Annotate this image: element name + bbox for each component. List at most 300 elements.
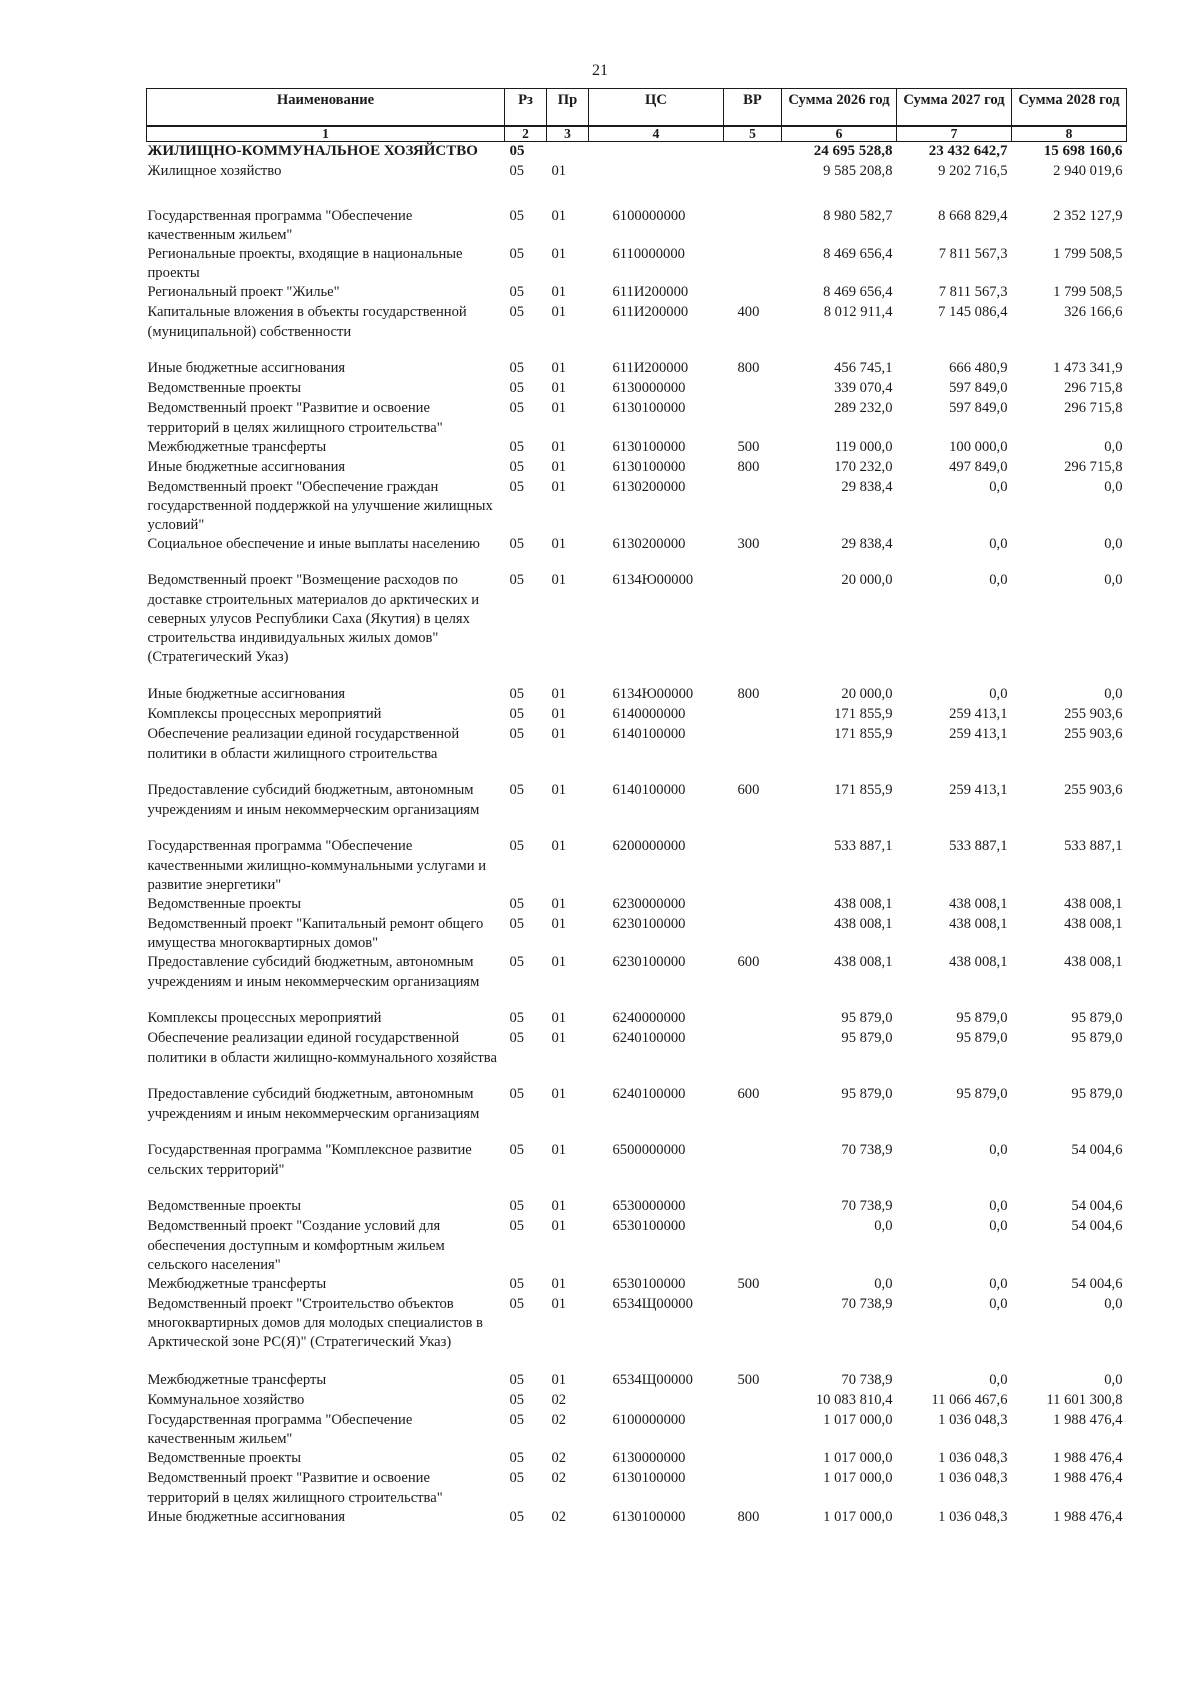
- row-sum-2027: 8 668 829,4: [938, 207, 1008, 224]
- row-sum-2026: 95 879,0: [841, 1086, 893, 1103]
- row-vr: 300: [737, 536, 760, 553]
- row-vr: [724, 705, 782, 725]
- table-row: [147, 245, 1127, 283]
- table-row: [147, 162, 1127, 207]
- row-sum-2026: 339 070,4: [834, 380, 893, 397]
- row-sum-2027: 0,0: [989, 1198, 1008, 1215]
- row-sum-2026: 438 008,1: [834, 954, 893, 971]
- row-sum-2026: 1 017 000,0: [823, 1450, 893, 1467]
- row-vr: 600: [737, 954, 760, 971]
- row-pr: 01: [551, 1218, 567, 1235]
- table-row: [147, 458, 1127, 478]
- header-sum-2028: Сумма 2028 год: [1012, 89, 1127, 127]
- row-sum-2027: 1 036 048,3: [938, 1508, 1008, 1525]
- row-sum-2026: 20 000,0: [841, 572, 893, 589]
- row-vr: [724, 1295, 782, 1371]
- row-sum-2027: 497 849,0: [949, 458, 1008, 475]
- row-pr: 01: [551, 1198, 567, 1215]
- row-sum-2026: 8 469 656,4: [823, 284, 893, 301]
- row-sum-2027: 11 066 467,6: [931, 1391, 1008, 1408]
- row-cs: [589, 1391, 724, 1411]
- row-name: Ведомственный проект "Развитие и освоение территорий в целях жилищного строительства": [147, 1470, 443, 1506]
- table-row: [147, 1275, 1127, 1295]
- row-sum-2027: 7 811 567,3: [938, 245, 1008, 262]
- row-sum-2028: 296 715,8: [1064, 400, 1123, 417]
- row-name: Ведомственный проект "Развитие и освоение территорий в целях жилищного строительства": [147, 400, 443, 436]
- row-sum-2027: 438 008,1: [949, 915, 1008, 932]
- row-sum-2028: 0,0: [1104, 1295, 1123, 1312]
- row-name: Межбюджетные трансферты: [147, 438, 327, 455]
- header-pr: Пр: [547, 89, 589, 127]
- row-cs: 6530100000: [612, 1275, 686, 1292]
- row-sum-2027: 95 879,0: [956, 1010, 1008, 1027]
- row-name: Ведомственный проект "Возмещение расходов по доставке строительных материалов до арктических и северных улусов Республики Саха (Якутия) в целях строительства индивидуальных жилых домов" (Стратегический Указ): [147, 572, 480, 666]
- row-name: Ведомственный проект "Капитальный ремонт общего имущества многоквартирных домов": [147, 915, 484, 952]
- table-row: [147, 705, 1127, 725]
- row-rz: 05: [509, 1218, 525, 1235]
- row-pr: 01: [551, 438, 567, 455]
- row-sum-2028: 1 799 508,5: [1053, 245, 1123, 262]
- row-name: Предоставление субсидий бюджетным, автономным учреждениям и иным некоммерческим организациям: [147, 954, 480, 990]
- row-pr: 01: [551, 478, 567, 495]
- row-rz: 05: [509, 782, 525, 799]
- row-pr: 01: [551, 162, 567, 179]
- row-sum-2027: 1 036 048,3: [938, 1411, 1008, 1428]
- row-pr: 01: [551, 782, 567, 799]
- row-sum-2028: 1 988 476,4: [1053, 1450, 1123, 1467]
- table-row: [147, 359, 1127, 379]
- row-sum-2026: 70 738,9: [841, 1198, 893, 1215]
- row-cs: 611И200000: [612, 304, 689, 321]
- row-pr: 02: [551, 1508, 567, 1525]
- row-vr: [724, 162, 782, 207]
- row-sum-2027: 259 413,1: [949, 726, 1008, 743]
- row-name: Иные бюджетные ассигнования: [147, 458, 346, 475]
- row-vr: [724, 571, 782, 685]
- row-sum-2027: 100 000,0: [949, 438, 1008, 455]
- row-cs: 6240000000: [612, 1010, 686, 1027]
- row-name: Региональные проекты, входящие в национальные проекты: [147, 245, 463, 282]
- table-row: [147, 478, 1127, 536]
- row-name: Государственная программа "Комплексное развитие сельских территорий": [147, 1142, 472, 1178]
- row-rz: 05: [509, 706, 525, 723]
- row-rz: 05: [509, 207, 525, 224]
- row-cs: 6100000000: [612, 207, 686, 224]
- row-name: Капитальные вложения в объекты государственной (муниципальной) собственности: [147, 304, 467, 340]
- table-row: [147, 207, 1127, 245]
- row-name: Ведомственные проекты: [147, 380, 302, 397]
- row-cs: 6500000000: [612, 1142, 686, 1159]
- row-sum-2028: 54 004,6: [1071, 1275, 1123, 1292]
- row-rz: 05: [509, 686, 525, 703]
- row-sum-2027: 0,0: [989, 1142, 1008, 1159]
- row-rz: 05: [509, 162, 525, 179]
- row-cs: 6240100000: [612, 1086, 686, 1103]
- row-name: Ведомственные проекты: [147, 1450, 302, 1467]
- table-row: [147, 1391, 1127, 1411]
- row-sum-2027: 0,0: [989, 686, 1008, 703]
- row-vr: 500: [737, 1371, 760, 1388]
- row-cs: 6130100000: [612, 1508, 686, 1525]
- table-body: [147, 142, 1127, 1528]
- row-rz: 05: [509, 304, 525, 321]
- table-row: [147, 1449, 1127, 1469]
- row-cs: 6134Ю00000: [612, 686, 694, 703]
- row-rz: 05: [509, 1295, 525, 1312]
- column-number: 3: [547, 126, 589, 142]
- row-sum-2026: 70 738,9: [841, 1295, 893, 1312]
- row-pr: 01: [551, 458, 567, 475]
- row-rz: 05: [509, 1450, 525, 1467]
- row-sum-2028: 1 988 476,4: [1053, 1508, 1123, 1525]
- row-sum-2027: 0,0: [989, 1295, 1008, 1312]
- row-sum-2027: 597 849,0: [949, 380, 1008, 397]
- row-name: Предоставление субсидий бюджетным, автономным учреждениям и иным некоммерческим организациям: [147, 1086, 480, 1122]
- row-vr: 500: [737, 438, 760, 455]
- row-vr: 600: [737, 1086, 760, 1103]
- row-cs: 6230100000: [612, 954, 686, 971]
- row-sum-2028: 54 004,6: [1071, 1198, 1123, 1215]
- row-vr: [724, 1029, 782, 1085]
- row-sum-2026: 29 838,4: [841, 536, 893, 553]
- row-sum-2026: 170 232,0: [834, 458, 893, 475]
- row-vr: [724, 399, 782, 437]
- table-row: [147, 535, 1127, 571]
- row-sum-2027: 0,0: [989, 536, 1008, 553]
- row-rz: 05: [509, 438, 525, 455]
- row-vr: [724, 1411, 782, 1449]
- row-rz: 05: [509, 360, 525, 377]
- row-sum-2028: 438 008,1: [1064, 915, 1123, 932]
- row-sum-2026: 171 855,9: [834, 726, 893, 743]
- row-pr: 01: [551, 304, 567, 321]
- row-rz: 05: [509, 536, 525, 553]
- table-row: [147, 895, 1127, 915]
- row-cs: 611И200000: [612, 360, 689, 377]
- row-pr: 02: [551, 1470, 567, 1487]
- row-pr: 01: [551, 1010, 567, 1027]
- row-sum-2027: 438 008,1: [949, 954, 1008, 971]
- row-rz: 05: [509, 1142, 525, 1159]
- header-name: Наименование: [147, 89, 505, 127]
- row-name: ЖИЛИЩНО-КОММУНАЛЬНОЕ ХОЗЯЙСТВО: [147, 143, 478, 159]
- row-pr: 01: [551, 1275, 567, 1292]
- row-rz: 05: [509, 1086, 525, 1103]
- row-cs: 6100000000: [612, 1411, 686, 1428]
- row-name: Иные бюджетные ассигнования: [147, 360, 346, 377]
- row-sum-2028: 11 601 300,8: [1046, 1391, 1123, 1408]
- row-pr: 01: [551, 706, 567, 723]
- row-sum-2027: 1 036 048,3: [938, 1450, 1008, 1467]
- row-rz: 05: [509, 478, 525, 495]
- row-pr: 01: [551, 1371, 567, 1388]
- row-sum-2027: 95 879,0: [956, 1030, 1008, 1047]
- row-sum-2028: 15 698 160,6: [1043, 143, 1123, 159]
- row-sum-2027: 259 413,1: [949, 782, 1008, 799]
- row-cs: 6130100000: [612, 400, 686, 417]
- row-cs: 6130000000: [612, 1450, 686, 1467]
- row-sum-2026: 8 012 911,4: [823, 304, 893, 321]
- row-rz: 05: [509, 458, 525, 475]
- column-number: 2: [505, 126, 547, 142]
- row-sum-2026: 533 887,1: [834, 838, 893, 855]
- row-sum-2026: 24 695 528,8: [813, 143, 893, 159]
- row-sum-2028: 1 473 341,9: [1053, 360, 1123, 377]
- row-vr: [724, 1449, 782, 1469]
- row-rz: 05: [509, 400, 525, 417]
- row-name: Ведомственный проект "Создание условий для обеспечения доступным и комфортным жильем сельского населения": [147, 1218, 445, 1273]
- table-row: [147, 1141, 1127, 1197]
- row-pr: 01: [551, 838, 567, 855]
- row-cs: 6140000000: [612, 706, 686, 723]
- row-sum-2027: 0,0: [989, 478, 1008, 495]
- row-sum-2026: 9 585 208,8: [823, 162, 893, 179]
- row-cs: 6530100000: [612, 1218, 686, 1235]
- row-cs: 6110000000: [612, 245, 685, 262]
- row-sum-2028: 0,0: [1104, 438, 1123, 455]
- table-row: [147, 379, 1127, 399]
- row-name: Межбюджетные трансферты: [147, 1275, 327, 1292]
- row-vr: [724, 837, 782, 895]
- table-row: [147, 571, 1127, 685]
- table-row: [147, 1217, 1127, 1275]
- row-vr: 400: [737, 304, 760, 321]
- row-sum-2028: 95 879,0: [1071, 1010, 1123, 1027]
- header-rz: Рз: [505, 89, 547, 127]
- row-cs: [589, 162, 724, 207]
- row-sum-2026: 289 232,0: [834, 400, 893, 417]
- row-name: Социальное обеспечение и иные выплаты населению: [147, 536, 480, 553]
- row-pr: 01: [551, 360, 567, 377]
- section-total-row: [147, 142, 1127, 162]
- row-pr: 02: [551, 1411, 567, 1428]
- row-vr: [724, 1009, 782, 1029]
- row-pr: 02: [551, 1450, 567, 1467]
- row-pr: 01: [551, 380, 567, 397]
- row-sum-2026: 8 980 582,7: [823, 207, 893, 224]
- row-sum-2028: 296 715,8: [1064, 458, 1123, 475]
- row-sum-2027: 7 145 086,4: [938, 304, 1008, 321]
- row-sum-2027: 1 036 048,3: [938, 1470, 1008, 1487]
- row-sum-2026: 0,0: [874, 1275, 893, 1292]
- row-vr: 800: [737, 458, 760, 475]
- budget-table: [146, 88, 1127, 1528]
- row-sum-2028: 1 799 508,5: [1053, 284, 1123, 301]
- row-rz: 05: [509, 284, 525, 301]
- row-name: Государственная программа "Обеспечение качественным жильем": [147, 207, 413, 243]
- row-cs: 6534Щ00000: [612, 1371, 693, 1388]
- row-name: Предоставление субсидий бюджетным, автономным учреждениям и иным некоммерческим организациям: [147, 782, 480, 818]
- row-sum-2028: 438 008,1: [1064, 954, 1123, 971]
- row-rz: 05: [509, 838, 525, 855]
- row-sum-2028: 95 879,0: [1071, 1030, 1123, 1047]
- row-vr: [724, 1391, 782, 1411]
- row-sum-2028: 1 988 476,4: [1053, 1470, 1123, 1487]
- row-pr: 01: [551, 207, 567, 224]
- table-row: [147, 399, 1127, 437]
- row-sum-2028: 255 903,6: [1064, 726, 1123, 743]
- header-sum-2027: Сумма 2027 год: [897, 89, 1012, 127]
- row-pr: 02: [551, 1391, 567, 1408]
- row-name: Региональный проект "Жилье": [147, 284, 340, 301]
- row-sum-2026: 70 738,9: [841, 1142, 893, 1159]
- row-sum-2027: 23 432 642,7: [928, 143, 1008, 159]
- row-sum-2026: 119 000,0: [834, 438, 893, 455]
- row-vr: [724, 1141, 782, 1197]
- row-sum-2028: 533 887,1: [1064, 838, 1123, 855]
- row-sum-2028: 0,0: [1104, 478, 1123, 495]
- header-sum-2026: Сумма 2026 год: [782, 89, 897, 127]
- row-cs: 6530000000: [612, 1198, 686, 1215]
- row-vr: 800: [737, 1508, 760, 1525]
- row-rz: 05: [509, 380, 525, 397]
- table-row: [147, 1085, 1127, 1141]
- row-rz: 05: [509, 895, 525, 912]
- row-vr: [724, 1217, 782, 1275]
- table-row: [147, 781, 1127, 837]
- row-rz: 05: [509, 1391, 525, 1408]
- row-name: Ведомственный проект "Строительство объектов многоквартирных домов для молодых специалистов в Арктической зоне РС(Я)" (Стратегический Указ): [147, 1295, 483, 1351]
- row-rz: 05: [509, 1508, 525, 1525]
- row-sum-2028: 296 715,8: [1064, 380, 1123, 397]
- row-vr: [724, 379, 782, 399]
- row-pr: 01: [551, 1086, 567, 1103]
- row-cs: 6230100000: [612, 915, 686, 932]
- table-row: [147, 915, 1127, 953]
- row-sum-2027: 0,0: [989, 1371, 1008, 1388]
- row-sum-2026: 1 017 000,0: [823, 1470, 893, 1487]
- table-row: [147, 1295, 1127, 1371]
- header-cs: ЦС: [589, 89, 724, 127]
- row-vr: [724, 245, 782, 283]
- row-vr: [724, 207, 782, 245]
- row-rz: 05: [509, 1010, 525, 1027]
- row-cs: 6140100000: [612, 782, 686, 799]
- row-name: Межбюджетные трансферты: [147, 1371, 327, 1388]
- row-name: Обеспечение реализации единой государственной политики в области жилищно-коммунального хозяйства: [147, 1030, 497, 1066]
- table-row: [147, 303, 1127, 359]
- table-row: [147, 438, 1127, 458]
- row-vr: 500: [737, 1275, 760, 1292]
- row-cs: 6130100000: [612, 438, 686, 455]
- row-name: Государственная программа "Обеспечение качественными жилищно-коммунальными услугами и развитие энергетики": [147, 838, 487, 893]
- column-number: 5: [724, 126, 782, 142]
- row-sum-2027: 438 008,1: [949, 895, 1008, 912]
- row-name: Ведомственные проекты: [147, 1198, 302, 1215]
- row-vr: [724, 1197, 782, 1217]
- row-cs: 6534Щ00000: [612, 1295, 693, 1312]
- row-sum-2026: 171 855,9: [834, 782, 893, 799]
- column-number: 8: [1012, 126, 1127, 142]
- column-number: 7: [897, 126, 1012, 142]
- row-sum-2028: 0,0: [1104, 1371, 1123, 1388]
- row-name: Ведомственные проекты: [147, 895, 302, 912]
- row-sum-2026: 456 745,1: [834, 360, 893, 377]
- row-vr: [724, 478, 782, 536]
- row-sum-2027: 0,0: [989, 1275, 1008, 1292]
- row-sum-2028: 2 352 127,9: [1053, 207, 1123, 224]
- header-vr: ВР: [724, 89, 782, 127]
- row-vr: 600: [737, 782, 760, 799]
- row-name: Ведомственный проект "Обеспечение граждан государственной поддержкой на улучшение жилищных условий": [147, 478, 493, 534]
- row-sum-2026: 10 083 810,4: [815, 1391, 893, 1408]
- row-rz: 05: [509, 143, 525, 159]
- row-pr: 01: [551, 1142, 567, 1159]
- table-row: [147, 1371, 1127, 1391]
- row-rz: 05: [509, 1198, 525, 1215]
- row-pr: 01: [551, 284, 567, 301]
- row-sum-2026: 70 738,9: [841, 1371, 893, 1388]
- row-pr: 01: [551, 915, 567, 932]
- row-cs: [589, 142, 724, 162]
- column-number-row: [147, 126, 1127, 142]
- table-row: [147, 283, 1127, 303]
- row-rz: 05: [509, 1275, 525, 1292]
- row-cs: 6140100000: [612, 726, 686, 743]
- table-row: [147, 1197, 1127, 1217]
- row-sum-2028: 1 988 476,4: [1053, 1411, 1123, 1428]
- row-rz: 05: [509, 245, 525, 262]
- row-cs: 6240100000: [612, 1030, 686, 1047]
- column-number: 6: [782, 126, 897, 142]
- table-row: [147, 953, 1127, 1009]
- row-name: Государственная программа "Обеспечение качественным жильем": [147, 1411, 413, 1448]
- row-pr: 01: [551, 954, 567, 971]
- row-vr: [724, 725, 782, 781]
- row-cs: 6200000000: [612, 838, 686, 855]
- table-row: [147, 1029, 1127, 1085]
- row-sum-2026: 438 008,1: [834, 915, 893, 932]
- row-vr: 800: [737, 686, 760, 703]
- table-row: [147, 837, 1127, 895]
- row-sum-2027: 259 413,1: [949, 706, 1008, 723]
- row-name: Комплексы процессных мероприятий: [147, 1010, 382, 1027]
- row-sum-2027: 666 480,9: [949, 360, 1008, 377]
- row-sum-2027: 95 879,0: [956, 1086, 1008, 1103]
- row-name: Иные бюджетные ассигнования: [147, 1508, 346, 1525]
- row-vr: [724, 142, 782, 162]
- row-name: Обеспечение реализации единой государственной политики в области жилищного строительства: [147, 726, 460, 762]
- row-sum-2028: 54 004,6: [1071, 1142, 1123, 1159]
- row-cs: 6130100000: [612, 1470, 686, 1487]
- table-row: [147, 685, 1127, 705]
- row-pr: 01: [551, 686, 567, 703]
- row-rz: 05: [509, 954, 525, 971]
- row-rz: 05: [509, 1030, 525, 1047]
- row-cs: 6130000000: [612, 380, 686, 397]
- row-pr: 01: [551, 245, 567, 262]
- row-pr: 01: [551, 572, 567, 589]
- table-row: [147, 1411, 1127, 1449]
- row-sum-2028: 0,0: [1104, 686, 1123, 703]
- row-sum-2027: 533 887,1: [949, 838, 1008, 855]
- row-rz: 05: [509, 1470, 525, 1487]
- row-cs: 6130100000: [612, 458, 686, 475]
- row-sum-2026: 8 469 656,4: [823, 245, 893, 262]
- row-sum-2026: 438 008,1: [834, 895, 893, 912]
- row-sum-2026: 171 855,9: [834, 706, 893, 723]
- row-name: Коммунальное хозяйство: [147, 1391, 305, 1408]
- row-cs: 6130200000: [612, 478, 686, 495]
- table-row: [147, 1469, 1127, 1507]
- row-name: Комплексы процессных мероприятий: [147, 706, 382, 723]
- row-pr: 01: [551, 400, 567, 417]
- row-sum-2028: 326 166,6: [1064, 304, 1123, 321]
- row-sum-2026: 95 879,0: [841, 1010, 893, 1027]
- row-sum-2026: 95 879,0: [841, 1030, 893, 1047]
- row-sum-2028: 2 940 019,6: [1053, 162, 1123, 179]
- row-rz: 05: [509, 915, 525, 932]
